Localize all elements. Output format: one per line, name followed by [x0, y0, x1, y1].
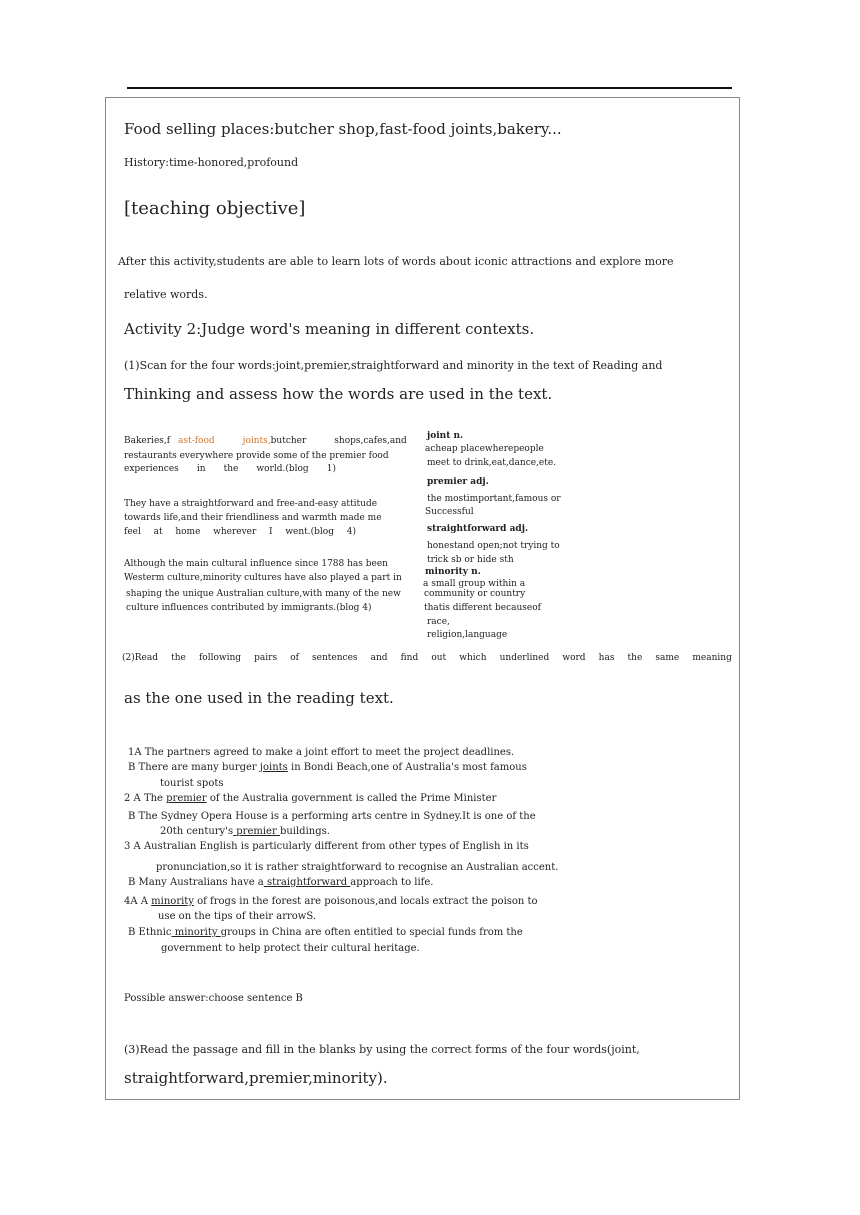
- def-premier-head: premier adj.: [427, 477, 489, 487]
- excerpt3-line1: Although the main cultural influence since 1788 has been: [124, 559, 388, 569]
- sentence-1b-cont: tourist spots: [160, 778, 224, 789]
- def-minority-3: religion,language: [427, 630, 508, 640]
- header-rule: [127, 87, 732, 89]
- def-joint-1: acheap placewherepeople: [425, 444, 544, 454]
- def-minority-head: minority n.: [425, 567, 481, 577]
- task3-line1: (3)Read the passage and fill in the blanks by using the correct forms of the four words(joint,: [124, 1043, 640, 1056]
- excerpt3-line4: culture influences contributed by immigrants.(blog 4): [126, 603, 372, 613]
- activity-title: Activity 2:Judge word's meaning in different contexts.: [124, 320, 535, 338]
- def-joint-2: meet to drink,eat,dance,ete.: [427, 458, 557, 468]
- task3-line2: straightforward,premier,minority).: [124, 1069, 388, 1087]
- def-straightforward-head: straightforward adj.: [427, 524, 529, 534]
- def-joint-head: joint n.: [427, 431, 464, 441]
- def-straightforward-1: honestand open;not trying to: [427, 541, 560, 551]
- teaching-objective-heading: [teaching objective]: [124, 198, 306, 219]
- excerpt1-line3: experiences in the world.(blog 1): [124, 464, 336, 474]
- task2-line2: as the one used in the reading text.: [124, 689, 394, 707]
- excerpt1-line2: restaurants everywhere provide some of the premier food: [124, 451, 389, 461]
- history-line: History:time-honored,profound: [124, 156, 299, 169]
- possible-answer: Possible answer:choose sentence B: [124, 993, 303, 1004]
- food-places-line: Food selling places:butcher shop,fast-food joints,bakery...: [124, 120, 562, 138]
- task2-line1: (2)Read the following pairs of sentences and find out which underlined word has the same meaning: [122, 653, 732, 663]
- def-minority-2: race,: [427, 617, 450, 627]
- sentence-2b-cont: 20th century's premier buildings.: [160, 826, 330, 837]
- sentence-1a: 1A The partners agreed to make a joint effort to meet the project deadlines.: [128, 747, 515, 758]
- task1-line1: (1)Scan for the four words:joint,premier,straightforward and minority in the text of Reading and: [124, 359, 663, 372]
- sentence-4b-cont: government to help protect their cultural heritage.: [161, 943, 420, 954]
- objective-text-line1: After this activity,students are able to learn lots of words about iconic attractions and explore more: [118, 255, 674, 268]
- sentence-3a: 3 A Australian English is particularly different from other types of English in its: [124, 841, 529, 852]
- task1-line2: Thinking and assess how the words are used in the text.: [124, 385, 553, 403]
- excerpt3-tail4: thatis different becauseof: [424, 603, 541, 613]
- sentence-1b: B There are many burger joints in Bondi Beach,one of Australia's most famous: [128, 762, 527, 773]
- excerpt2-line3: feel at home wherever I went.(blog 4): [124, 527, 356, 537]
- sentence-3a-cont: pronunciation,so it is rather straightforward to recognise an Australian accent.: [156, 862, 559, 873]
- sentence-4a-cont: use on the tips of their arrowS.: [158, 911, 317, 922]
- sentence-4b: B Ethnic minority groups in China are often entitled to special funds from the: [128, 927, 523, 938]
- excerpt3-tail3: community or country: [424, 589, 526, 599]
- excerpt2-line2: towards life,and their friendliness and warmth made me: [124, 513, 382, 523]
- excerpt3-line2: Westerm culture,minority cultures have also played a part in: [124, 573, 402, 583]
- objective-text-line2: relative words.: [124, 288, 208, 301]
- excerpt3-line3: shaping the unique Australian culture,with many of the new: [126, 589, 401, 599]
- excerpt2-line1: They have a straightforward and free-and-easy attitude: [124, 499, 378, 509]
- excerpt1-line1: Bakeries,f ast-food joints,butcher shops,cafes,and: [124, 436, 407, 446]
- sentence-2b: B The Sydney Opera House is a performing arts centre in Sydney.It is one of the: [128, 811, 536, 822]
- sentence-4a: 4A A minority of frogs in the forest are poisonous,and locals extract the poison to: [124, 896, 538, 907]
- def-minority-1: a small group within a: [423, 579, 526, 589]
- def-premier-1: the mostimportant,famous or: [427, 494, 561, 504]
- def-premier-2: Successful: [425, 507, 474, 517]
- sentence-2a: 2 A The premier of the Australia government is called the Prime Minister: [124, 793, 497, 804]
- def-straightforward-2: trick sb or hide sth: [427, 555, 514, 565]
- sentence-3b: B Many Australians have a straightforward approach to life.: [128, 877, 434, 888]
